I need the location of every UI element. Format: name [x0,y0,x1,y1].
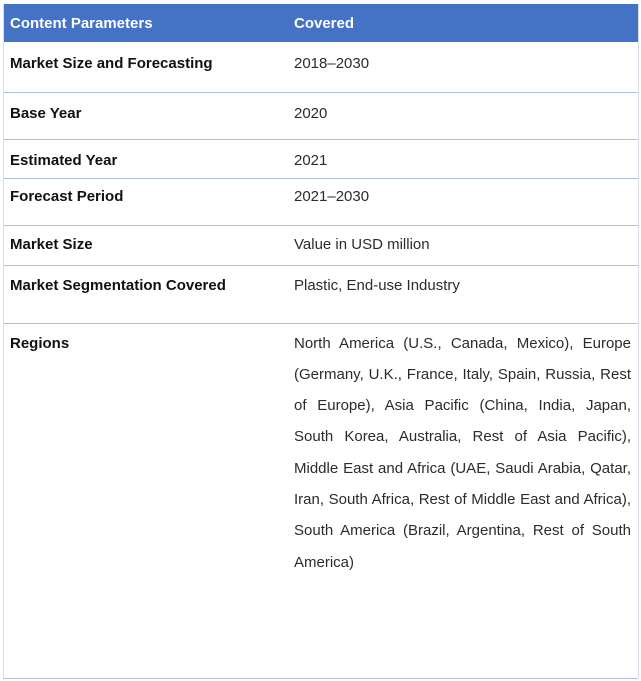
header-row [3,4,638,42]
parameter-cell: Estimated Year [10,151,118,169]
table-row [3,42,638,92]
parameter-cell: Forecast Period [10,187,124,205]
table-row [3,225,638,265]
header-content-parameters: Content Parameters [10,14,153,32]
parameter-cell: Market Size [10,235,93,253]
covered-cell: 2018–2030 [294,55,370,72]
covered-cell: Plastic, End-use Industry [294,276,460,294]
table-body [3,42,638,678]
parameter-cell: Regions [10,334,70,352]
covered-cell: 2021–2030 [294,187,370,205]
table-row [3,265,638,323]
parameters-table [3,4,638,679]
table-header [3,4,638,42]
header-covered: Covered [294,14,355,32]
covered-cell: North America (U.S., Canada, Mexico), Europe (Germany, U.K., France, Italy, Spain, Russia, Rest of Europe), Asia Pacific (China, India, Japan, South Korea, Australia, Rest of Asia Pacific), Middle East and Africa (UAE, Saudi Arabia, Qatar, Iran, South Africa, Rest of Middle East and Africa), South America (Brazil, Argentina, Rest of South America) [294,334,631,571]
covered-cell: Value in USD million [294,235,430,253]
table-row [3,323,638,678]
covered-cell: 2021 [294,151,328,169]
parameter-cell: Market Size and Forecasting [10,55,213,72]
table-row [3,178,638,225]
covered-cell: 2020 [294,104,328,122]
parameter-cell: Market Segmentation Covered [10,276,226,294]
table-row [3,139,638,178]
parameter-cell: Base Year [10,104,82,122]
table-row [3,92,638,139]
